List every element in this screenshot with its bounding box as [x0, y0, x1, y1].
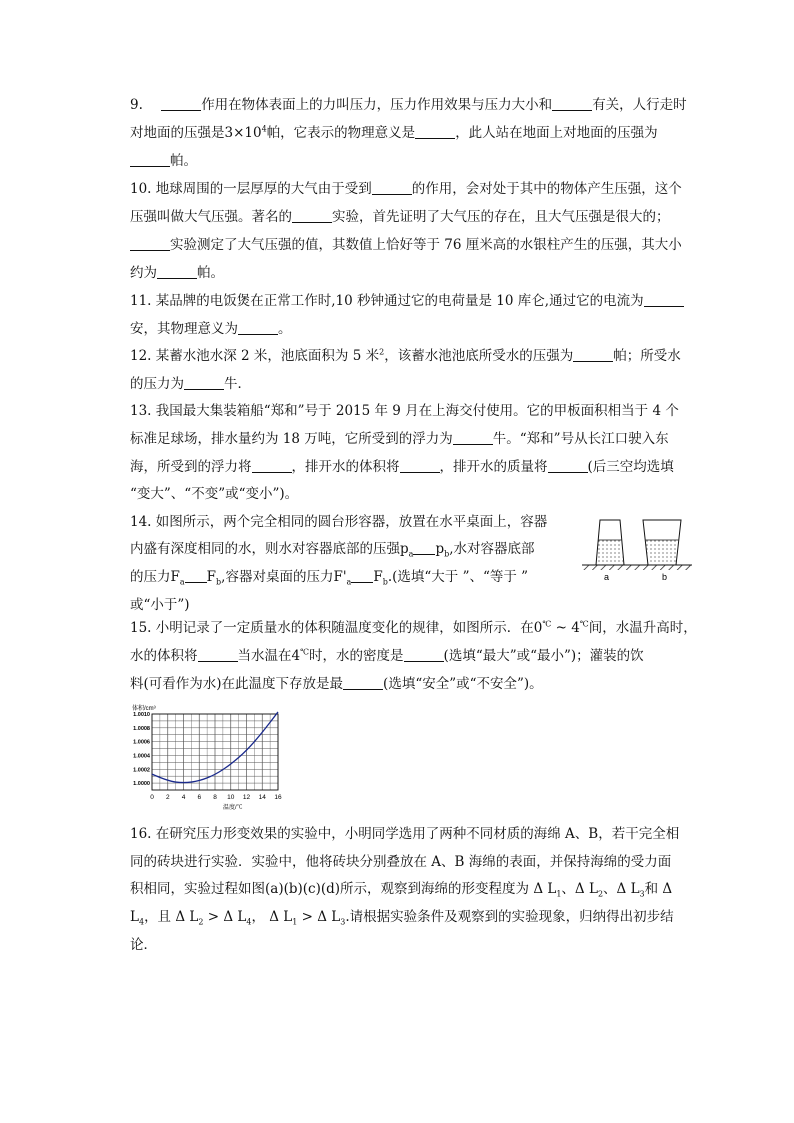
- x-axis-label: 温度/℃: [223, 805, 243, 811]
- x-tick-label: 12: [242, 794, 251, 801]
- y-tick-label: 1.0010: [133, 712, 150, 718]
- q12-text: 12. 某蓄水池水深 2 米，池底面积为 5 米: [130, 348, 380, 364]
- q15-text: 水的体积将: [130, 648, 198, 664]
- q11-text: 。: [278, 321, 292, 337]
- q16-text: 和 Δ: [644, 881, 673, 897]
- q10-blank-1[interactable]: [372, 180, 412, 195]
- q14-subscript: a: [179, 577, 185, 587]
- q15-text: (选填“最大”或“最小”)；灌装的饮: [443, 648, 644, 664]
- q10-line-3: [130, 236, 682, 254]
- x-tick-label: 0: [150, 794, 154, 801]
- q14-subscript: b: [216, 577, 222, 587]
- q16-line-5: [130, 936, 157, 954]
- x-tick-label: 8: [213, 794, 217, 801]
- q9-number: 9.: [130, 97, 143, 113]
- q9-superscript: 4: [261, 124, 267, 134]
- q13-text: ，排开水的体积将: [291, 459, 400, 475]
- q14-line-2: [130, 540, 535, 558]
- x-tick-label: 14: [258, 794, 266, 801]
- q16-subscript: 1: [556, 889, 562, 899]
- q10-blank-2[interactable]: [292, 208, 332, 223]
- q9-text: 有关，人行走时: [592, 97, 687, 113]
- q14-text: .(选填“大于 ”、“等于 ”: [387, 569, 529, 585]
- q15-line-1: [130, 619, 697, 637]
- q10-text: 实验测定了大气压强的值，其数值上恰好等于 76 厘米高的水银柱产生的压强，其大小: [170, 237, 682, 253]
- q15-text: 间，水温升高时，: [588, 620, 697, 636]
- q15-superscript: ℃: [542, 619, 552, 629]
- q12-line-1: [130, 347, 681, 365]
- q13-text: 牛。“郑和”号从长江口驶入东: [492, 431, 669, 447]
- q10-text: 压强叫做大气压强。著名的: [130, 209, 292, 225]
- q16-text: ，且 Δ L: [144, 909, 199, 925]
- q16-subscript: 1: [292, 917, 298, 927]
- q16-line-4: [130, 908, 674, 926]
- q16-subscript: 3: [340, 917, 346, 927]
- q9-blank-2[interactable]: [552, 96, 592, 111]
- y-axis-label: 体积/cm³: [132, 706, 156, 712]
- q10-line-2: [130, 208, 670, 226]
- q9-text: 10: [244, 125, 262, 141]
- q15-line-2: [130, 647, 644, 665]
- q15-superscript: ℃: [300, 647, 310, 657]
- table-surface: [582, 565, 692, 570]
- y-tick-label: 1.0004: [133, 753, 150, 760]
- q16-text: > Δ L: [203, 909, 247, 925]
- label-b: b: [662, 572, 668, 582]
- q16-text: L: [130, 909, 139, 925]
- q12-text: 牛．: [224, 376, 251, 392]
- q15-superscript: ℃: [579, 619, 589, 629]
- x-tick-label: 16: [274, 794, 282, 801]
- q11-blank-2[interactable]: [238, 320, 278, 335]
- q16-text: 16. 在研究压力形变效果的实验中，小明同学选用了两种不同材质的海绵 A、B，若干完全相: [130, 826, 680, 842]
- q11-line-1: [130, 292, 684, 310]
- q10-text: 约为: [130, 265, 157, 281]
- q15-text: 15. 小明记录了一定质量水的体积随温度变化的规律，如图所示．在0: [130, 620, 543, 636]
- q14-text: p: [435, 541, 445, 557]
- q16-text: > Δ L: [297, 909, 341, 925]
- q13-blank-1[interactable]: [453, 430, 493, 445]
- q14-containers-figure: [582, 512, 692, 584]
- q14-blank-2[interactable]: [185, 568, 207, 583]
- q12-text: 帕；所受水: [613, 348, 681, 364]
- q15-text: (选填“安全”或“不安全”)。: [383, 676, 543, 692]
- q14-subscript: a: [408, 549, 414, 559]
- q14-text: 14. 如图所示，两个完全相同的圆台形容器，放置在水平桌面上，容器: [130, 514, 548, 530]
- q14-text: 或“小于”): [130, 597, 190, 613]
- q9-text: 帕，它表示的物理意义是: [266, 125, 416, 141]
- q14-text: F: [373, 569, 383, 585]
- q16-subscript: 4: [138, 917, 145, 927]
- q9-blank-1[interactable]: [161, 96, 201, 111]
- q13-blank-3[interactable]: [400, 458, 440, 473]
- q9-blank-4[interactable]: [130, 152, 170, 167]
- q9-line-3: [130, 152, 197, 170]
- q15-blank-3[interactable]: [343, 675, 383, 690]
- q15-text: 时，水的密度是: [309, 648, 404, 664]
- q15-line-3: [130, 675, 543, 693]
- q14-blank-3[interactable]: [351, 568, 373, 583]
- q16-text: 同的砖块进行实验．实验中，他将砖块分别叠放在 A、B 海绵的表面，并保持海绵的受力面: [130, 854, 672, 870]
- y-tick-label: 1.0002: [133, 767, 150, 774]
- q14-text: 内盛有深度相同的水，则水对容器底部的压强p: [130, 541, 409, 557]
- q11-text: 安，其物理意义为: [130, 321, 238, 337]
- q11-blank-1[interactable]: [644, 292, 684, 307]
- q12-superscript: 2: [379, 347, 385, 357]
- q10-line-1: [130, 180, 682, 198]
- q16-text: 积相同，实验过程如图(a)(b)(c)(d)所示，观察到海绵的形变程度为 Δ L: [130, 881, 557, 897]
- y-tick-label: 1.0000: [133, 781, 150, 788]
- q14-text: F: [206, 569, 217, 585]
- q14-text: ,容器对桌面的压力F': [221, 569, 347, 585]
- q13-line-2: [130, 430, 669, 448]
- q13-text: “变大”、“不变”或“变小”)。: [130, 486, 299, 502]
- q13-line-3: [130, 458, 674, 476]
- q9-line-2: [130, 124, 658, 142]
- y-tick-label: 1.0008: [133, 725, 150, 732]
- q10-text: 帕。: [197, 265, 224, 281]
- q15-text: ~ 4: [551, 620, 580, 636]
- q14-line-4: [130, 596, 190, 614]
- q14-subscript: a: [346, 577, 352, 587]
- q16-line-2: [130, 853, 671, 871]
- q13-text: 标准足球场，排水量约为 18 万吨，它所受到的浮力为: [130, 431, 453, 447]
- q16-text: .请根据实验条件及观察到的实验现象，归纳得出初步结: [345, 909, 674, 925]
- label-a: a: [604, 572, 610, 582]
- q9-blank-3[interactable]: [415, 124, 455, 139]
- q16-line-3: [130, 880, 672, 898]
- q11-text: 11. 某品牌的电饭煲在正常工作时,10 秒钟通过它的电荷量是 10 库仑,通过它的电流为: [130, 293, 644, 309]
- container-a-water: [597, 540, 624, 565]
- q12-text: 的压力为: [130, 376, 184, 392]
- q13-blank-4[interactable]: [548, 458, 588, 473]
- q16-subscript: 2: [597, 889, 604, 899]
- q13-line-1: [130, 402, 679, 420]
- q12-line-2: [130, 375, 251, 393]
- q13-text: ，排开水的质量将: [439, 459, 548, 475]
- q10-line-4: [130, 264, 224, 282]
- q14-text: 的压力F: [130, 569, 180, 585]
- x-tick-label: 10: [227, 794, 235, 801]
- q11-line-2: [130, 320, 292, 338]
- x-tick-label: 4: [181, 794, 186, 801]
- q16-line-1: [130, 825, 679, 843]
- q12-text: ，该蓄水池池底所受水的压强为: [384, 348, 574, 364]
- q13-text: 海，所受到的浮力将: [130, 459, 252, 475]
- q14-subscript: b: [444, 549, 450, 559]
- q10-text: 实验，首先证明了大气压的存在，且大气压强是很大的；: [332, 209, 670, 225]
- q15-text: 料(可看作为水)在此温度下存放是最: [130, 676, 344, 692]
- q16-text: 论．: [130, 937, 157, 953]
- q10-blank-4[interactable]: [157, 264, 197, 279]
- q16-text: 、Δ L: [561, 881, 598, 897]
- q14-text: ,水对容器底部: [449, 541, 535, 557]
- q9-text: 帕。: [170, 153, 197, 169]
- q14-line-1: [130, 513, 547, 531]
- q16-text: ， Δ L: [251, 909, 293, 925]
- x-tick-label: 6: [197, 794, 202, 801]
- q16-subscript: 3: [639, 889, 645, 899]
- q12-blank-1[interactable]: [573, 347, 613, 362]
- q9-text: 作用在物体表面上的力叫压力，压力作用效果与压力大小和: [201, 97, 553, 113]
- container-b-water: [646, 540, 679, 565]
- q9-text: ，此人站在地面上对地面的压强为: [455, 125, 658, 141]
- q15-blank-2[interactable]: [404, 647, 444, 662]
- q15-blank-1[interactable]: [198, 647, 238, 662]
- q9-text: 对地面的压强是3: [130, 125, 234, 141]
- q14-blank-1[interactable]: [413, 540, 435, 555]
- q16-text: 、Δ L: [603, 881, 640, 897]
- q10-text: 的作用，会对处于其中的物体产生压强，这个: [411, 181, 682, 197]
- volume-temperature-chart: [130, 702, 290, 814]
- q9-text: ×: [233, 125, 245, 141]
- q12-blank-2[interactable]: [184, 375, 224, 390]
- q16-subscript: 4: [246, 917, 252, 927]
- q13-line-4: [130, 485, 298, 503]
- q10-blank-3[interactable]: [130, 236, 170, 251]
- q10-text: 10. 地球周围的一层厚厚的大气由于受到: [130, 181, 372, 197]
- q16-subscript: 2: [198, 917, 204, 927]
- q14-subscript: b: [382, 577, 388, 587]
- x-tick-label: 2: [165, 794, 170, 801]
- q13-text: (后三空均选填: [587, 459, 674, 475]
- q14-line-3: [130, 568, 528, 586]
- q13-text: 13. 我国最大集装箱船“郑和”号于 2015 年 9 月在上海交付使用。它的甲板面积相当于 4 个: [130, 403, 679, 419]
- y-tick-label: 1.0006: [133, 739, 150, 746]
- q13-blank-2[interactable]: [252, 458, 292, 473]
- q9-line-1: [130, 96, 687, 114]
- q15-text: 当水温在4: [237, 648, 301, 664]
